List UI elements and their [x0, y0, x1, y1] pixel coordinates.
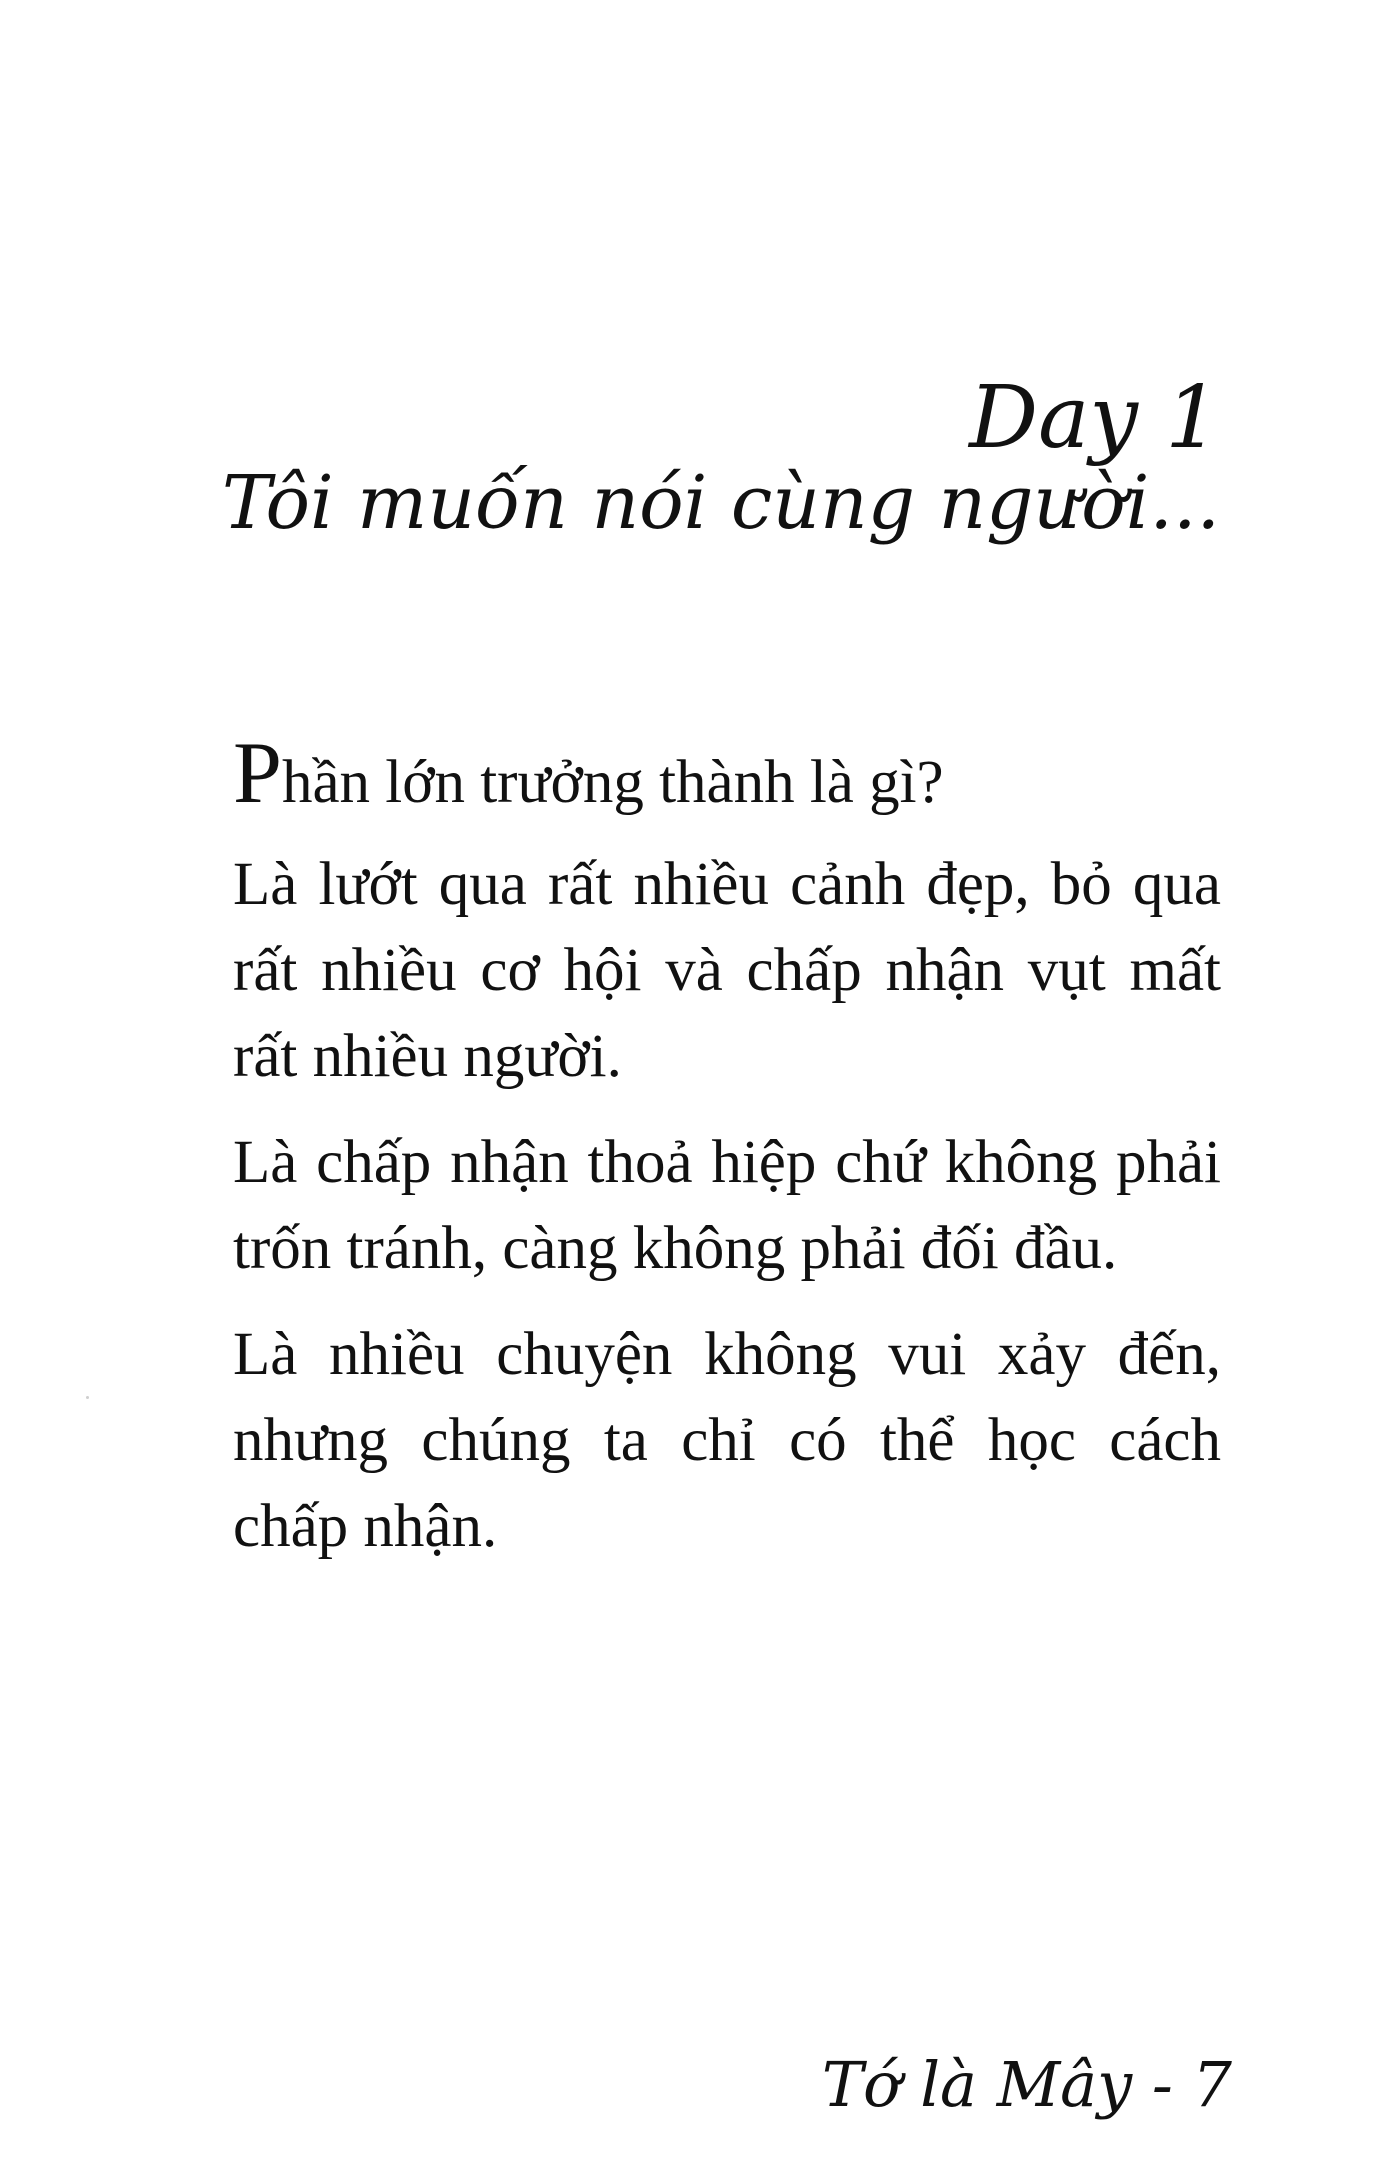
day-label: Day 1	[969, 368, 1220, 468]
paragraph-1	[233, 725, 1221, 826]
drop-cap: P	[233, 725, 282, 822]
paragraph-2: Là lướt qua rất nhiều cảnh đẹp, bỏ qua rất nhiều cơ hội và chấp nhận vụt mất rất nhiều người.	[233, 851, 1221, 1090]
paragraph-4: Là nhiều chuyện không vui xảy đến, nhưng chúng ta chỉ có thể học cách chấp nhận.	[233, 1321, 1221, 1560]
paragraph-3: Là chấp nhận thoả hiệp chứ không phải trốn tránh, càng không phải đối đầu.	[233, 1129, 1221, 1282]
page-footer: Tớ là Mây - 7	[821, 2048, 1232, 2121]
body-text	[233, 725, 1221, 1590]
margin-speck	[86, 1396, 89, 1399]
chapter-title: Tôi muốn nói cùng người...	[221, 460, 1220, 546]
paragraph-1-text: hần lớn trưởng thành là gì?	[281, 749, 944, 816]
